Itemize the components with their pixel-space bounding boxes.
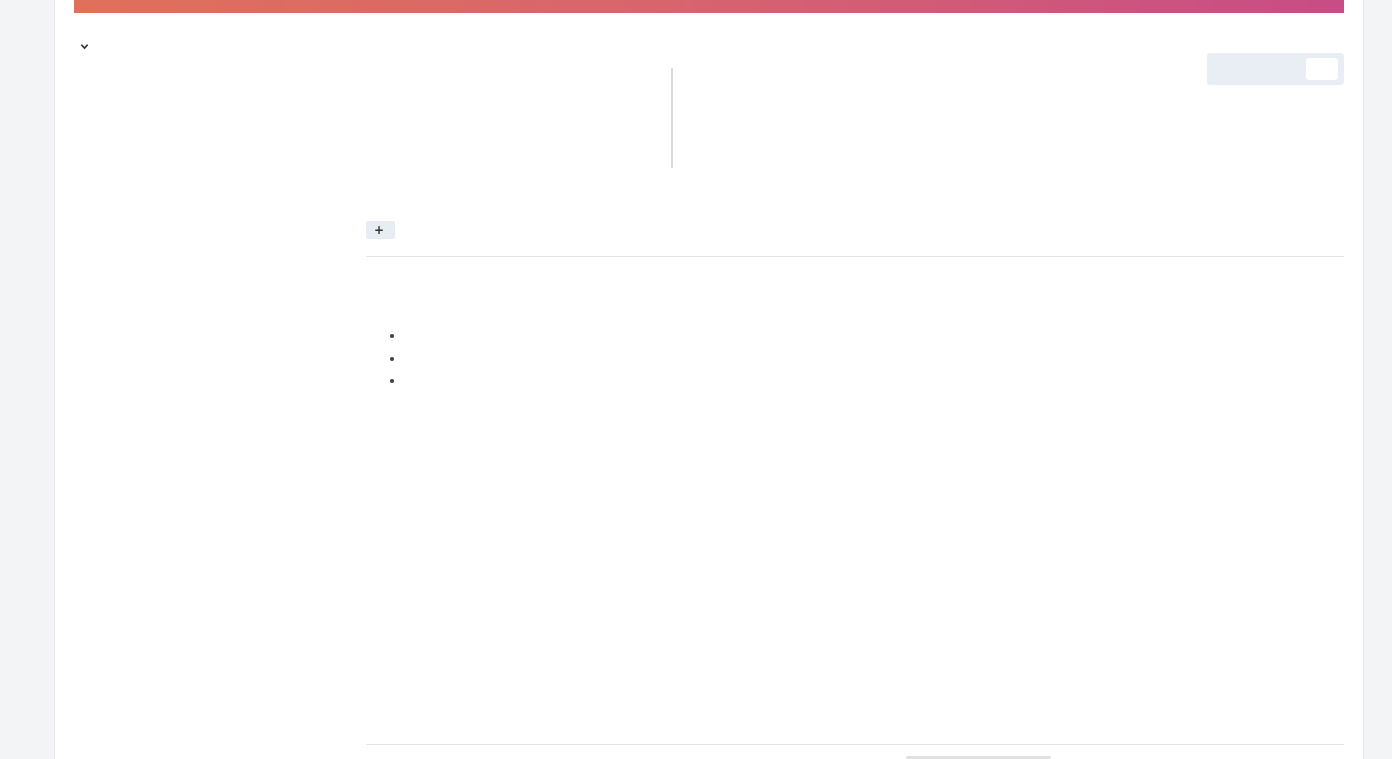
- article-body: [366, 312, 1344, 391]
- divider-bottom: [366, 744, 1344, 745]
- plus-icon: +: [374, 223, 385, 237]
- divider: [366, 256, 1344, 257]
- waveform-image: [580, 64, 766, 172]
- add-tag-button[interactable]: [366, 221, 395, 239]
- sidebar-category-zaklocenia[interactable]: [76, 38, 346, 51]
- follow-count-badge: [1306, 58, 1338, 80]
- list-item: [405, 370, 1344, 393]
- follow-button[interactable]: [1207, 53, 1344, 85]
- article-list: [405, 325, 1344, 393]
- list-item: [405, 325, 1344, 348]
- list-item: [405, 348, 1344, 371]
- gradient-top-bar: [74, 0, 1344, 13]
- chevron-down-icon: [76, 38, 93, 51]
- sidebar-navigation: [76, 38, 346, 61]
